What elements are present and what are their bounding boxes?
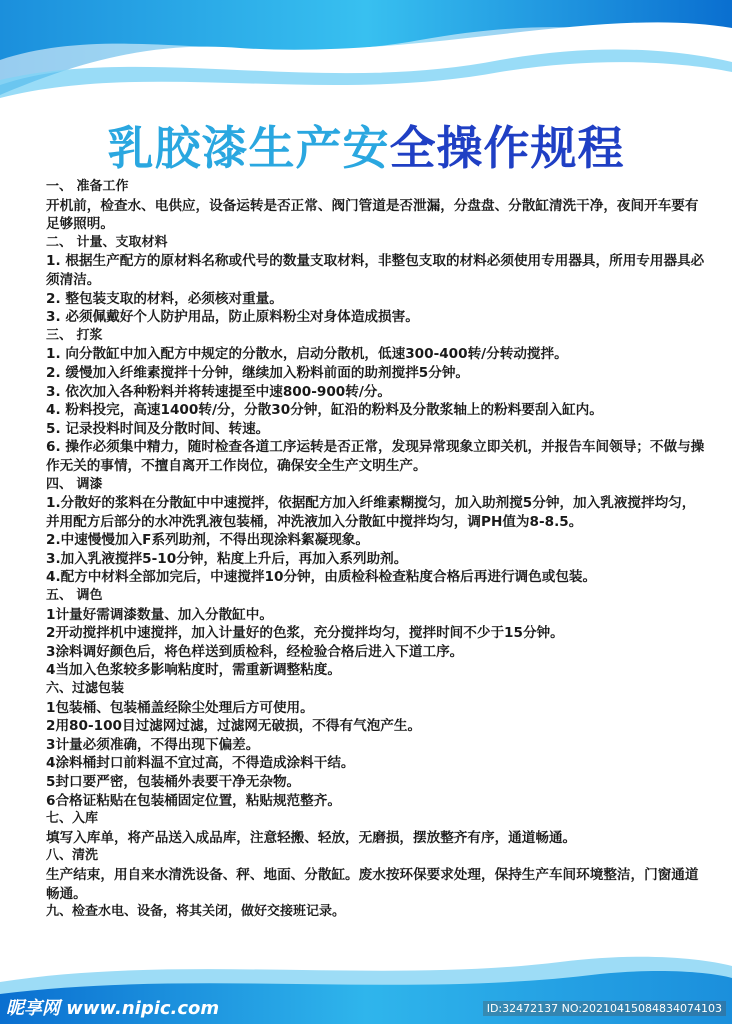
section-heading: 九、检查水电、设备，将其关闭，做好交接班记录。	[46, 904, 346, 920]
section-heading: 三、 打浆	[46, 327, 103, 343]
section-heading: 七、入库	[46, 811, 99, 827]
procedure-line: 2. 缓慢加入纤维素搅拌十分钟，继续加入粉料前面的助剂搅拌5分钟。	[46, 364, 470, 381]
procedure-line: 2开动搅拌机中速搅拌，加入计量好的色浆，充分搅拌均匀，搅拌时间不少于15分钟。	[46, 625, 564, 642]
section-heading: 五、 调色	[46, 588, 103, 604]
procedure-line: 开机前，检查水、电供应，设备运转是否正常、阀门管道是否泄漏，分盘盘、分散缸清洗干净，夜间开车要有足够照明。	[46, 197, 699, 233]
procedure-line: 生产结束，用自来水清洗设备、秤、地面、分散缸。废水按环保要求处理，保持生产车间环境整洁，门窗通道畅通。	[46, 866, 699, 902]
procedure-line: 4. 粉料投完，高速1400转/分，分散30分钟，缸沿的粉料及分散浆轴上的粉料要刮入缸内。	[46, 402, 603, 419]
procedure-line: 3涂料调好颜色后，将色样送到质检科，经检验合格后进入下道工序。	[46, 643, 464, 660]
procedure-line: 3. 必须佩戴好个人防护用品，防止原料粉尘对身体造成损害。	[46, 309, 419, 326]
procedure-line: 4.配方中材料全部加完后，中速搅拌10分钟，由质检科检查粘度合格后再进行调色或包装。	[46, 569, 597, 586]
procedure-line: 1包装桶、包装桶盖经除尘处理后方可使用。	[46, 699, 314, 716]
section-heading: 六、过滤包装	[46, 681, 125, 697]
procedure-line: 1. 根据生产配方的原材料名称或代号的数量支取材料，非整包支取的材料必须使用专用器具，所用专用器具必须清洁。	[46, 253, 705, 288]
title-part-2: 全操作规程	[389, 121, 625, 175]
watermark-id: ID:32472137 NO:20210415084834074103	[483, 1001, 726, 1016]
procedure-line: 1计量好需调漆数量、加入分散缸中。	[46, 606, 273, 623]
watermark-logo: 昵享网 www.nipic.com	[6, 998, 220, 1019]
procedure-line: 3.加入乳液搅拌5-10分钟，粘度上升后，再加入系列助剂。	[46, 550, 408, 567]
title-part-1: 乳胶漆生产安	[107, 121, 390, 175]
procedure-line: 1.分散好的浆料在分散缸中中速搅拌，依据配方加入纤维素糊搅匀，加入助剂搅5分钟，加入乳液搅拌均匀，并用配方后部分的水冲洗乳液包装桶，冲洗液加入分散缸中搅拌均匀，调PH值为8-8.5。	[46, 495, 696, 530]
procedure-line: 4涂料桶封口前料温不宜过高，不得造成涂料干结。	[46, 755, 355, 772]
procedure-line: 5. 记录投料时间及分散时间、转速。	[46, 420, 270, 437]
page-title	[0, 112, 732, 178]
procedure-line: 5封口要严密，包装桶外表要干净无杂物。	[46, 774, 301, 790]
section-heading: 八、清洗	[46, 848, 99, 864]
section-heading: 四、 调漆	[46, 476, 103, 492]
procedure-content	[46, 178, 706, 922]
procedure-line: 2用80-100目过滤网过滤，过滤网无破损，不得有气泡产生。	[46, 718, 422, 735]
procedure-line: 3. 依次加入各种粉料并将转速提至中速800-900转/分。	[46, 383, 391, 400]
procedure-line: 4当加入色浆较多影响粘度时，需重新调整粘度。	[46, 662, 341, 679]
procedure-line: 2.中速慢慢加入F系列助剂，不得出现涂料絮凝现象。	[46, 532, 369, 549]
section-heading: 一、 准备工作	[46, 179, 129, 194]
top-wave-decoration	[0, 0, 732, 110]
procedure-line: 2. 整包装支取的材料，必须核对重量。	[46, 290, 283, 307]
procedure-line: 1. 向分散缸中加入配方中规定的分散水，启动分散机，低速300-400转/分转动搅拌。	[46, 346, 568, 363]
procedure-line: 6. 操作必须集中精力，随时检查各道工序运转是否正常，发现异常现象立即关机，并报告车间领导；不做与操作无关的事情，不擅自离开工作岗位，确保安全生产文明生产。	[46, 439, 705, 474]
procedure-line: 6合格证粘贴在包装桶固定位置，粘贴规范整齐。	[46, 792, 341, 809]
procedure-line: 3计量必须准确，不得出现下偏差。	[46, 736, 260, 753]
procedure-line: 填写入库单，将产品送入成品库，注意轻搬、轻放，无磨损，摆放整齐有序，通道畅通。	[46, 829, 577, 846]
section-heading: 二、 计量、支取材料	[46, 234, 168, 250]
